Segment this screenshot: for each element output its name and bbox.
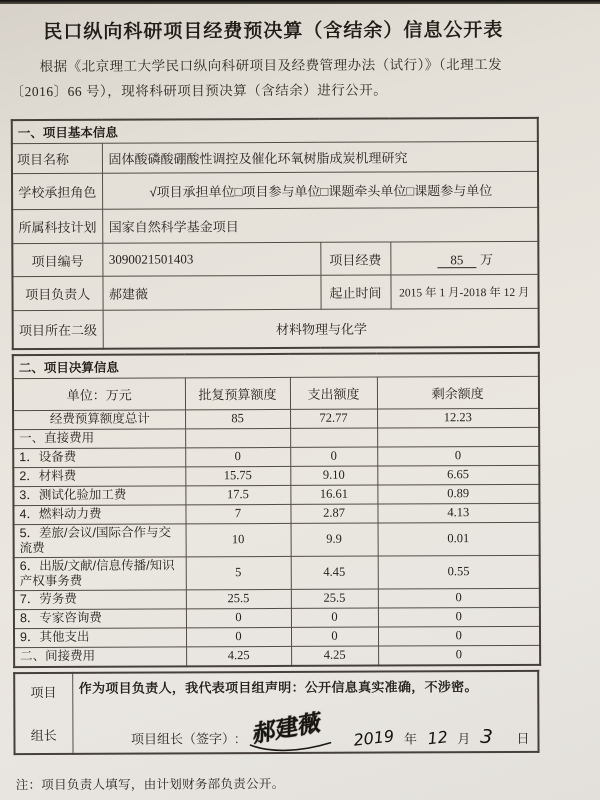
budget-column-headers (13, 376, 539, 410)
signature-name: 郝建薇 (252, 708, 322, 747)
program-value: 国家自然科学基金项目 (102, 207, 538, 243)
page-title: 民口纵向科研项目经费预决算（含结余）信息公开表 (43, 20, 504, 44)
table-row (12, 241, 538, 276)
signature-label-bottom: 组长 (30, 727, 57, 744)
budget-row (13, 484, 539, 505)
signature-line (79, 708, 532, 750)
date-year-unit: 年 (403, 730, 418, 746)
budget-row (13, 503, 539, 524)
budget-cell-label: 7．劳务费 (14, 589, 186, 609)
budget-cell-remaining (377, 427, 539, 447)
budget-row (13, 427, 539, 448)
photo-top-edge (0, 0, 600, 4)
budget-cell-label: 6．出版/文献/信息传播/知识产权事务费 (14, 556, 186, 590)
column-header-unit: 单位：万元 (13, 377, 185, 410)
period-label: 起止时间 (320, 275, 390, 309)
budget-table (12, 351, 541, 667)
budget-cell-approved: 0 (186, 608, 291, 627)
signature-date (353, 725, 531, 748)
program-label: 所属科技计划 (12, 209, 102, 243)
budget-cell-spent: 2.87 (290, 504, 377, 523)
budget-cell-remaining: 6.65 (377, 465, 539, 485)
budget-cell-label: 8．专家咨询费 (14, 608, 186, 628)
signature-row-label (14, 672, 72, 753)
handwritten-signature (248, 708, 328, 748)
budget-cell-label: 二、间接费用 (14, 646, 186, 666)
period-value: 2015 年 1 月-2018 年 12 月 (390, 274, 538, 309)
budget-header-row (13, 352, 539, 378)
budget-table-body (13, 408, 540, 667)
sign-label: 项目组长（签字）: (130, 730, 239, 747)
section2-header: 二、项目决算信息 (13, 352, 539, 378)
budget-cell-remaining: 0.01 (378, 522, 540, 556)
budget-cell-spent: 0 (291, 627, 378, 646)
budget-unit: 万 (479, 251, 493, 267)
date-day-unit: 日 (516, 730, 530, 746)
signature-content-cell (72, 670, 538, 753)
budget-cell-spent: 4.45 (291, 556, 378, 589)
budget-cell-label: 2．材料费 (13, 466, 185, 486)
budget-cell-spent: 72.77 (290, 409, 377, 428)
department-value: 材料物理与化学 (103, 308, 539, 348)
column-header-approved: 批复预算额度 (185, 377, 290, 409)
budget-cell-label: 4．燃料动力费 (13, 504, 185, 524)
budget-row (13, 446, 539, 467)
budget-cell-spent: 0 (291, 608, 378, 627)
project-name-value: 固体酸磷酸硼酸性调控及催化环氧树脂成炭机理研究 (102, 141, 538, 173)
budget-cell-spent: 25.5 (291, 589, 378, 608)
budget-cell-label: 一、直接费用 (13, 428, 185, 448)
form-sheet (10, 9, 539, 793)
budget-row (13, 408, 539, 429)
intro-paragraph: 根据《北京理工大学民口纵向科研项目及经费管理办法（试行）》（北理工发〔2016〕66 号），现将科研项目预决算（含结余）进行公开。 (10, 57, 503, 100)
budget-row (13, 465, 539, 486)
column-header-remaining: 剩余额度 (377, 376, 539, 409)
budget-row (14, 645, 540, 667)
budget-cell-remaining: 0 (378, 607, 540, 627)
budget-cell-label: 5．差旅/会议/国际合作与交流费 (14, 523, 186, 557)
leader-label: 项目负责人 (12, 276, 102, 310)
budget-row (14, 555, 540, 590)
project-budget-label: 项目经费 (320, 242, 390, 275)
budget-amount: 85 (437, 252, 476, 268)
signature-flourish-stroke (249, 740, 333, 752)
budget-cell-spent (290, 428, 377, 447)
budget-cell-approved: 17.5 (185, 485, 290, 504)
budget-cell-remaining: 0.55 (378, 555, 540, 589)
table-row (13, 308, 539, 348)
footnote: 注：项目负责人填写，由计划财务部负责公开。 (15, 776, 285, 792)
school-role-label: 学校承担角色 (12, 173, 102, 209)
budget-cell-spent: 9.9 (291, 523, 378, 556)
signature-row (14, 670, 538, 753)
budget-cell-remaining: 0.89 (377, 484, 539, 504)
date-year: 2019 (352, 725, 395, 750)
budget-cell-approved: 5 (186, 556, 291, 589)
budget-cell-label: 1．设备费 (13, 447, 185, 467)
budget-cell-approved: 25.5 (186, 589, 291, 608)
budget-cell-approved: 10 (186, 523, 291, 556)
project-number-label: 项目编号 (12, 243, 102, 276)
date-month: 12 (426, 726, 449, 748)
column-header-spent: 支出额度 (290, 377, 377, 409)
budget-row (14, 522, 540, 557)
signature-statement: 作为项目负责人，我代表项目组声明：公开信息真实准确，不涉密。 (78, 678, 478, 696)
budget-cell-remaining: 0 (377, 446, 539, 466)
budget-cell-approved: 0 (185, 447, 290, 466)
budget-cell-remaining: 0 (378, 588, 540, 608)
date-day: 3 (479, 725, 494, 749)
budget-cell-remaining: 12.23 (377, 408, 539, 428)
table-row (12, 171, 538, 209)
budget-cell-approved: 85 (185, 409, 290, 428)
budget-cell-spent: 4.25 (291, 646, 378, 666)
budget-cell-approved: 15.75 (185, 466, 290, 485)
budget-row (14, 626, 540, 647)
school-role-value: √项目承担单位□项目参与单位□课题牵头单位□课题参与单位 (102, 171, 538, 209)
table-row (12, 207, 538, 243)
date-month-unit: 月 (457, 730, 471, 746)
project-name-label: 项目名称 (12, 143, 102, 173)
budget-cell-approved (185, 428, 290, 447)
budget-row (14, 588, 540, 609)
budget-cell-label: 9．其他支出 (14, 627, 186, 647)
budget-cell-spent: 0 (290, 447, 377, 466)
budget-cell-remaining: 0 (378, 645, 540, 665)
signature-table (13, 669, 539, 754)
budget-cell-approved: 0 (186, 627, 291, 646)
project-budget-value (390, 241, 538, 275)
budget-cell-remaining: 4.13 (377, 503, 539, 523)
budget-row (14, 607, 540, 628)
project-number-value: 3090021501403 (102, 242, 320, 276)
department-label: 项目所在二级 (13, 310, 103, 348)
basic-info-header-row (12, 118, 538, 144)
section1-header: 一、项目基本信息 (12, 118, 538, 144)
basic-info-table (11, 117, 540, 350)
budget-cell-spent: 16.61 (290, 485, 377, 504)
budget-cell-approved: 4.25 (186, 646, 291, 666)
budget-cell-label: 3．测试化验加工费 (13, 485, 185, 505)
leader-value: 郝建薇 (102, 275, 320, 310)
table-row (12, 141, 538, 173)
budget-cell-label: 经费预算额度总计 (13, 409, 185, 429)
budget-cell-remaining: 0 (378, 626, 540, 646)
budget-cell-spent: 9.10 (290, 466, 377, 485)
budget-cell-approved: 7 (185, 504, 290, 523)
table-row (12, 274, 538, 310)
signature-label-top: 项目 (30, 684, 57, 701)
